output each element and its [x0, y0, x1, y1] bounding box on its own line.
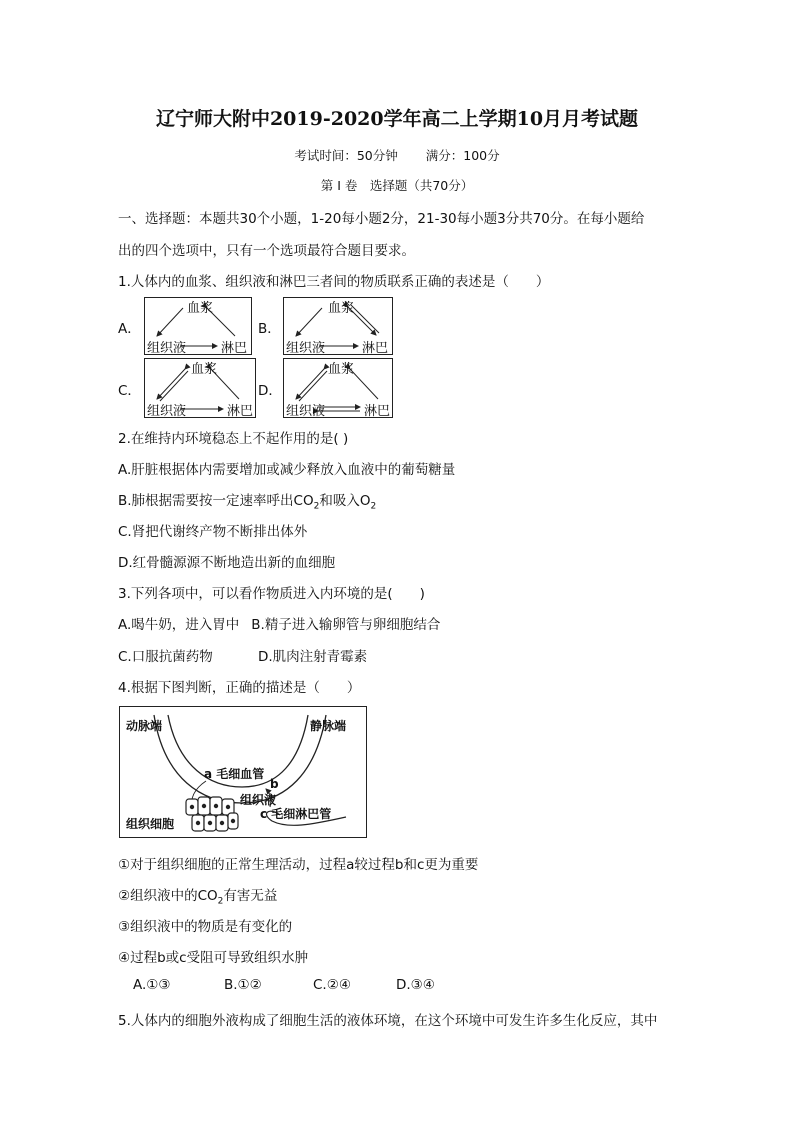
q1-option-c-label: C．	[118, 383, 141, 399]
question-5-stem: 5.人体内的细胞外液构成了细胞生活的液体环境，在这个环境中可发生许多生化反应，其中	[118, 1013, 658, 1029]
lymph-label: 淋巴	[362, 341, 389, 356]
subscript: 2	[370, 501, 377, 512]
q4-statement-3: ③组织液中的物质是有变化的	[118, 919, 293, 935]
arterial-end-label: 动脉端	[126, 719, 163, 733]
q2-option-b	[118, 489, 376, 512]
q4-statement-4: ④过程b或c受阻可导致组织水肿	[118, 950, 309, 966]
q3-option-d: D.肌肉注射青霉素	[258, 649, 368, 665]
q4-option-d: D.③④	[396, 977, 435, 993]
question-4-stem: 4.根据下图判断，正确的描述是（ ）	[118, 680, 361, 696]
q3-options-row-1	[118, 613, 440, 633]
q1-option-a-label: A．	[118, 321, 141, 337]
q2-option-d: D.红骨髓源源不断地造出新的血细胞	[118, 555, 336, 571]
question-2-stem: 2.在维持内环境稳态上不起作用的是( )	[118, 431, 349, 447]
q4-statement-2-text: ②组织液中的CO	[118, 888, 218, 904]
q3-option-c: C.口服抗菌药物	[118, 649, 213, 665]
capillary-label: a 毛细血管	[204, 767, 265, 781]
exam-info	[0, 146, 794, 164]
plasma-label: 血浆	[328, 362, 355, 377]
q3-option-b: B.精子进入输卵管与卵细胞结合	[251, 617, 441, 633]
subscript: 2	[217, 896, 224, 907]
tissue-fluid-label: 组织液	[147, 404, 187, 419]
q4-options	[133, 977, 435, 993]
lymph-label: 淋巴	[221, 341, 248, 356]
q4-statement-2-text-2: 有害无益	[223, 888, 278, 904]
venous-end-label: 静脉端	[310, 719, 347, 733]
q1-diagram-a	[144, 297, 252, 355]
q3-options-row-2	[118, 645, 367, 665]
q4-statement-2	[118, 884, 277, 907]
q2-option-c: C.肾把代谢终产物不断排出体外	[118, 524, 308, 540]
plasma-label: 血浆	[187, 301, 214, 316]
lymph-capillary-label: c 毛细淋巴管	[260, 807, 332, 821]
tissue-fluid-label: 组织液	[286, 341, 326, 356]
exam-score: 满分：100分	[425, 148, 500, 163]
section-heading: 第 Ⅰ 卷 选择题（共70分）	[320, 178, 474, 193]
q2-option-a: A.肝脏根据体内需要增加或减少释放入血液中的葡萄糖量	[118, 462, 456, 478]
tissue-cells-label: 组织细胞	[126, 817, 175, 831]
q3-option-a: A.喝牛奶，进入胃中	[118, 617, 240, 633]
question-1-stem: 1.人体内的血浆、组织液和淋巴三者间的物质联系正确的表述是（ ）	[118, 274, 550, 290]
page-title: 辽宁师大附中2019-2020学年高二上学期10月月考试题	[155, 108, 639, 130]
q4-option-b: B.①②	[224, 977, 262, 993]
q2-option-b-text-2: 和吸入O	[319, 493, 371, 509]
subscript: 2	[313, 501, 320, 512]
q1-option-d-label: D．	[258, 383, 282, 399]
capillary-diagram	[119, 706, 367, 838]
tissue-fluid-label: 组织液	[240, 793, 277, 807]
q1-diagram-c	[144, 358, 256, 418]
q4-statement-1: ①对于组织细胞的正常生理活动，过程a较过程b和c更为重要	[118, 857, 479, 873]
q1-diagram-d	[283, 358, 393, 418]
tissue-fluid-label: 组织液	[286, 404, 326, 419]
exam-time: 考试时间：50分钟	[294, 148, 398, 163]
instructions-line-1: 一、选择题：本题共30个小题，1-20每小题2分，21-30每小题3分共70分。在每小题给	[118, 211, 645, 227]
tissue-fluid-label: 组织液	[147, 341, 187, 356]
q4-option-c: C.②④	[313, 977, 351, 993]
question-3-stem: 3.下列各项中，可以看作物质进入内环境的是( )	[118, 586, 425, 602]
plasma-label: 血浆	[191, 362, 218, 377]
q1-diagram-b	[283, 297, 393, 355]
plasma-label: 血浆	[328, 301, 355, 316]
q4-option-a: A.①③	[133, 977, 171, 993]
process-b-label: b	[270, 777, 279, 791]
lymph-label: 淋巴	[227, 404, 254, 419]
q1-option-b-label: B．	[258, 321, 281, 337]
instructions-line-2: 出的四个选项中，只有一个选项最符合题目要求。	[118, 243, 415, 259]
lymph-label: 淋巴	[364, 404, 391, 419]
q2-option-b-text: B.肺根据需要按一定速率呼出CO	[118, 493, 314, 509]
